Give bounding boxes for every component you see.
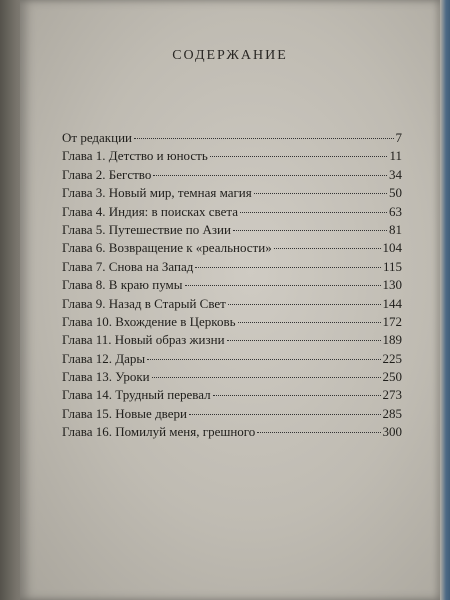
dot-leader [152,377,381,378]
toc-entry-label: Глава 7. Снова на Запад [62,258,194,274]
toc-entry [62,221,402,239]
toc-entry-page: 130 [382,277,402,293]
dot-leader [213,395,381,396]
toc-entry [62,184,402,202]
dot-leader [210,156,388,157]
toc-entry [62,295,402,313]
toc-entry-page: 250 [382,369,402,385]
toc-entry [62,166,402,184]
dot-leader [189,414,381,415]
dot-leader [228,304,381,305]
dot-leader [254,193,387,194]
toc-entry-page: 300 [382,424,402,440]
toc-entry-label: Глава 1. Детство и юность [62,148,208,164]
toc-entry-label: Глава 3. Новый мир, темная магия [62,185,252,201]
toc-entry-label: Глава 15. Новые двери [62,405,187,421]
toc-entry [62,386,402,404]
toc-entry-page: 144 [382,295,402,311]
toc-entry-page: 63 [389,203,402,219]
dot-leader [147,359,380,360]
table-of-contents [62,129,402,442]
toc-entry-page: 34 [389,166,402,182]
toc-entry [62,147,402,165]
toc-entry [62,423,402,441]
dot-leader [240,212,387,213]
toc-entry [62,276,402,294]
toc-entry [62,331,402,349]
toc-entry-label: Глава 5. Путешествие по Азии [62,221,231,237]
toc-entry [62,350,402,368]
toc-entry-label: Глава 14. Трудный перевал [62,387,211,403]
toc-entry-page: 81 [389,221,402,237]
toc-entry-page: 273 [382,387,402,403]
toc-entry-label: Глава 2. Бегство [62,166,152,182]
dot-leader [257,432,380,433]
toc-entry [62,129,402,147]
toc-entry-page: 189 [382,332,402,348]
toc-entry [62,258,402,276]
toc-entry-page: 104 [382,240,402,256]
toc-entry-label: Глава 10. Вхождение в Церковь [62,313,236,329]
toc-entry [62,313,402,331]
dot-leader [134,138,394,139]
toc-entry-page: 172 [382,313,402,329]
dot-leader [195,267,381,268]
toc-entry-label: Глава 4. Индия: в поисках света [62,203,238,219]
toc-entry [62,239,402,257]
dot-leader [238,322,381,323]
dot-leader [185,285,381,286]
toc-entry-label: Глава 13. Уроки [62,369,150,385]
dot-leader [233,230,387,231]
toc-entry [62,405,402,423]
contents-title: СОДЕРЖАНИЕ [172,48,288,63]
toc-entry-label: Глава 12. Дары [62,350,146,366]
toc-entry-page: 7 [395,130,402,145]
toc-entry-label: Глава 8. В краю пумы [62,277,183,293]
toc-entry-page: 285 [382,405,402,421]
toc-entry-page: 11 [389,148,402,164]
dot-leader [227,340,381,341]
toc-entry-label: Глава 16. Помилуй меня, грешного [62,424,256,440]
dot-leader [274,248,381,249]
toc-entry [62,203,402,221]
toc-entry-page: 225 [382,350,402,366]
toc-entry [62,368,402,386]
toc-entry-page: 50 [389,185,402,201]
book-cover-edge [440,0,450,600]
dot-leader [153,175,387,176]
toc-entry-label: Глава 6. Возвращение к «реальности» [62,240,272,256]
toc-entry-label: От редакции [62,130,132,145]
toc-entry-label: Глава 9. Назад в Старый Свет [62,295,226,311]
toc-entry-label: Глава 11. Новый образ жизни [62,332,225,348]
toc-entry-page: 115 [382,258,402,274]
